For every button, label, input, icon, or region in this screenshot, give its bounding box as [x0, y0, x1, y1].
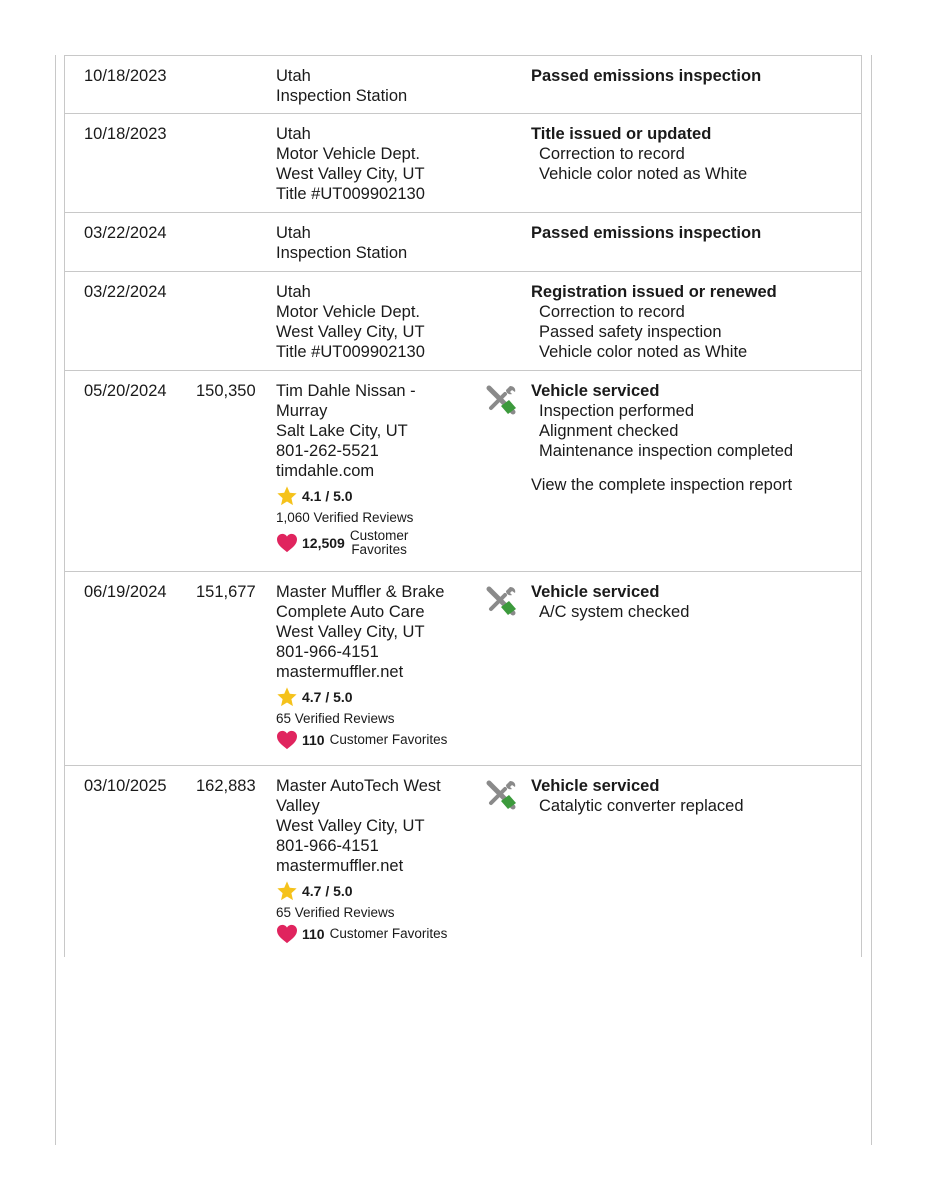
event-detail: Vehicle color noted as White	[539, 343, 748, 361]
rating-value: 4.7 / 5.0	[302, 883, 353, 899]
heart-icon	[276, 730, 298, 750]
row-details	[531, 66, 851, 86]
event-detail: Maintenance inspection completed	[539, 442, 794, 460]
history-row	[65, 371, 861, 572]
row-details	[531, 124, 851, 184]
row-odometer: 150,350	[196, 382, 256, 400]
verified-reviews-link[interactable]: 65 Verified Reviews	[276, 905, 395, 920]
row-source	[276, 124, 476, 204]
source-line: West Valley City, UT	[276, 623, 425, 641]
favorites-count: 12,509	[302, 535, 345, 551]
shop-rating	[276, 686, 476, 708]
row-date: 06/19/2024	[84, 583, 167, 601]
shop-rating	[276, 485, 476, 507]
event-detail: Catalytic converter replaced	[539, 797, 744, 815]
page-frame-right	[871, 55, 872, 1145]
source-line: Motor Vehicle Dept.	[276, 303, 420, 321]
service-wrench-icon	[483, 777, 519, 813]
row-source	[276, 223, 476, 263]
row-details	[531, 381, 851, 495]
event-title: Passed emissions inspection	[531, 224, 762, 242]
customer-favorites	[276, 730, 476, 750]
favorites-label-line: Customer	[349, 528, 409, 543]
customer-favorites	[276, 924, 476, 944]
event-title: Passed emissions inspection	[531, 67, 762, 85]
row-source	[276, 776, 476, 944]
source-line: Inspection Station	[276, 87, 408, 105]
source-line: 801-262-5521	[276, 442, 379, 460]
row-source	[276, 381, 476, 557]
service-wrench-icon	[483, 583, 519, 619]
row-date: 10/18/2023	[84, 67, 167, 85]
shop-rating	[276, 880, 476, 902]
source-line: Valley	[276, 797, 320, 815]
event-detail: A/C system checked	[539, 603, 690, 621]
verified-reviews-link[interactable]: 1,060 Verified Reviews	[276, 510, 414, 525]
shop-website-link[interactable]: timdahle.com	[276, 462, 375, 480]
row-details	[531, 223, 851, 243]
inspection-report-link[interactable]: View the complete inspection report	[531, 476, 793, 494]
history-row	[65, 766, 861, 957]
event-detail: Inspection performed	[539, 402, 695, 420]
event-detail: Correction to record	[539, 303, 685, 321]
star-icon	[276, 686, 298, 708]
favorites-count: 110	[302, 732, 325, 748]
heart-icon	[276, 533, 298, 553]
source-line: Utah	[276, 125, 311, 143]
source-line: Master Muffler & Brake	[276, 583, 445, 601]
history-row	[65, 114, 861, 213]
row-details	[531, 282, 851, 362]
source-line: 801-966-4151	[276, 643, 379, 661]
event-detail: Vehicle color noted as White	[539, 165, 748, 183]
source-line: Complete Auto Care	[276, 603, 425, 621]
source-line: Utah	[276, 67, 311, 85]
event-detail: Correction to record	[539, 145, 685, 163]
history-row	[65, 56, 861, 114]
source-line: Title #UT009902130	[276, 185, 425, 203]
source-line: West Valley City, UT	[276, 323, 425, 341]
rating-value: 4.1 / 5.0	[302, 488, 353, 504]
row-date: 10/18/2023	[84, 125, 167, 143]
row-odometer: 162,883	[196, 777, 256, 795]
favorites-label: Customer Favorites	[329, 926, 448, 941]
customer-favorites	[276, 529, 476, 557]
history-row	[65, 213, 861, 272]
source-line: Utah	[276, 224, 311, 242]
event-detail: Passed safety inspection	[539, 323, 722, 341]
rating-value: 4.7 / 5.0	[302, 689, 353, 705]
event-title: Vehicle serviced	[531, 777, 660, 795]
favorites-label-line: Favorites	[351, 542, 407, 557]
row-date: 03/22/2024	[84, 224, 167, 242]
source-line: Master AutoTech West	[276, 777, 441, 795]
shop-website-link[interactable]: mastermuffler.net	[276, 663, 404, 681]
favorites-label	[350, 529, 409, 557]
event-title: Vehicle serviced	[531, 583, 660, 601]
source-line: West Valley City, UT	[276, 165, 425, 183]
row-odometer: 151,677	[196, 583, 256, 601]
favorites-label: Customer Favorites	[329, 732, 448, 747]
source-line: Inspection Station	[276, 244, 408, 262]
event-title: Vehicle serviced	[531, 382, 660, 400]
star-icon	[276, 485, 298, 507]
history-row	[65, 272, 861, 371]
event-title: Title issued or updated	[531, 125, 712, 143]
source-line: Murray	[276, 402, 328, 420]
favorites-count: 110	[302, 926, 325, 942]
source-line: 801-966-4151	[276, 837, 379, 855]
event-title: Registration issued or renewed	[531, 283, 777, 301]
source-line: Tim Dahle Nissan -	[276, 382, 416, 400]
heart-icon	[276, 924, 298, 944]
row-date: 05/20/2024	[84, 382, 167, 400]
source-line: Utah	[276, 283, 311, 301]
row-date: 03/10/2025	[84, 777, 167, 795]
event-detail: Alignment checked	[539, 422, 679, 440]
row-date: 03/22/2024	[84, 283, 167, 301]
table-right-border	[861, 56, 862, 957]
row-source	[276, 66, 476, 106]
row-source	[276, 282, 476, 362]
row-source	[276, 582, 476, 750]
shop-website-link[interactable]: mastermuffler.net	[276, 857, 404, 875]
row-details	[531, 776, 851, 816]
source-line: West Valley City, UT	[276, 817, 425, 835]
star-icon	[276, 880, 298, 902]
history-row	[65, 572, 861, 766]
page-frame-left	[55, 55, 56, 1145]
verified-reviews-link[interactable]: 65 Verified Reviews	[276, 711, 395, 726]
source-line: Motor Vehicle Dept.	[276, 145, 420, 163]
service-wrench-icon	[483, 382, 519, 418]
source-line: Title #UT009902130	[276, 343, 425, 361]
source-line: Salt Lake City, UT	[276, 422, 408, 440]
row-details	[531, 582, 851, 622]
